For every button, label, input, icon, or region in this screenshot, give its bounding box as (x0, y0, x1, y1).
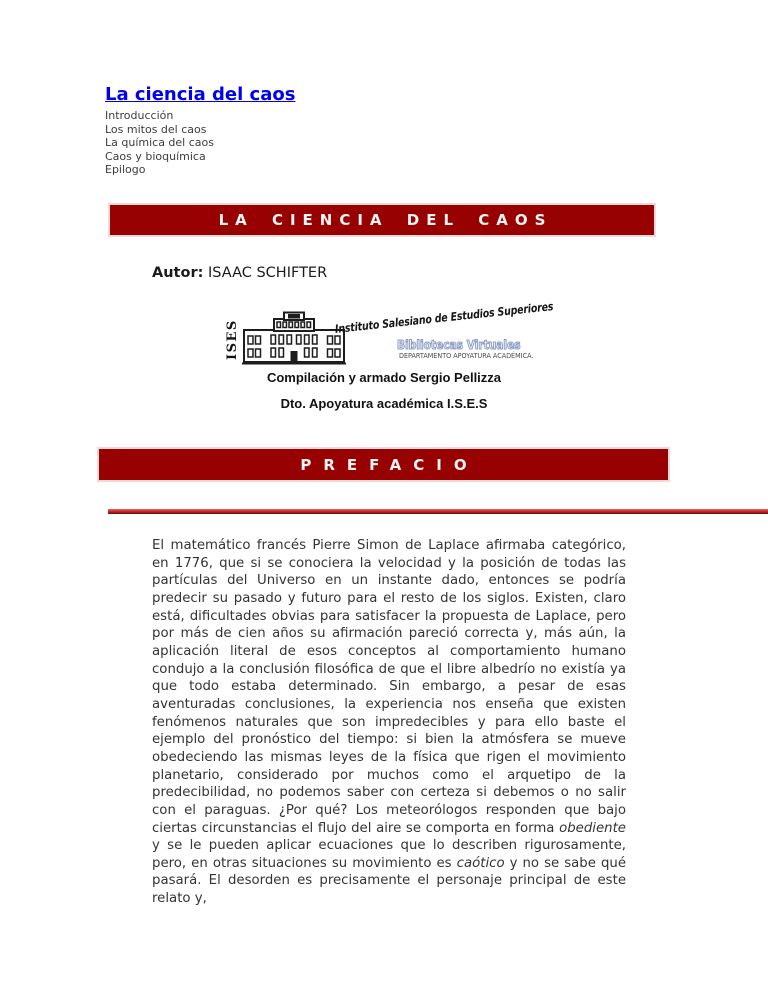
preface-paragraph: El matemático francés Pierre Simon de Laplace afirmaba categórico, en 1776, que si se conociera la velocidad y la posición de todas las partículas del Universo en un instante dado, entonces se podría predecir su pasado y futuro para el resto de los siglos. Existen, claro está, dificultades obvias para satisfacer la propuesta de Laplace, pero por más de cien años su afirmación pareció correcta y, más aún, la aplicación literal de esos conceptos al comportamiento humano condujo a la conclusión filosófica de que el libre albedrío no existía ya que todo estaba determinado. Sin embargo, a pesar de esas aventuradas conclusiones, la experiencia nos enseña que existen fenómenos naturales que son impredecibles y para ello baste el ejemplo del pronóstico del tiempo: si bien la atmósfera se mueve obedeciendo las mismas leyes de la física que rigen el movimiento planetario, considerado por muchos como el arquetipo de la predecibilidad, no podemos saber con certeza si debemos o no salir con el paraguas. ¿Por qué? Los meteorólogos responden que bajo ciertas circunstancias el flujo del aire se comporta en forma obediente y se le pueden aplicar ecuaciones que lo describen rigurosamente, pero, en otras situaciones su movimiento es caótico y no se sabe qué pasará. El desorden es precisamente el personaje principal de este relato y, (152, 538, 626, 907)
preface-banner-label: PREFACIO (300, 455, 479, 474)
institute-building-icon (242, 311, 346, 365)
title-banner-label: LA CIENCIA DEL CAOS (218, 211, 553, 229)
author-label: Autor: (152, 265, 204, 281)
toc-item-quimica: La química del caos (105, 136, 214, 150)
author-line (152, 265, 327, 281)
institute-name: Instituto Salesiano de Estudios Superiores (334, 299, 554, 336)
compilation-credit: Compilación y armado Sergio Pellizza (266, 370, 502, 385)
toc-item-epilogo: Epilogo (105, 163, 146, 177)
table-of-contents (105, 84, 295, 177)
document-title-link[interactable]: La ciencia del caos (105, 84, 296, 105)
logo-department-caption: DEPARTAMENTO APOYATURA ACADÉMICA. (399, 352, 534, 360)
virtual-library-wordmark: Bibliotecas Virtuales (397, 337, 521, 352)
toc-list (105, 109, 295, 177)
toc-item-introduccion: Introducción (105, 109, 174, 122)
department-credit: Dto. Apoyatura académica I.S.E.S (280, 396, 488, 411)
toc-item-mitos: Los mitos del caos (105, 122, 207, 136)
institute-logo (225, 299, 554, 372)
author-name: ISAAC SCHIFTER (208, 265, 328, 281)
title-banner (108, 203, 656, 237)
preface-banner (97, 447, 670, 482)
toc-item-bioquimica: Caos y bioquímica (105, 149, 206, 163)
ises-acronym: ISES (225, 319, 240, 361)
red-divider-line (108, 509, 768, 514)
